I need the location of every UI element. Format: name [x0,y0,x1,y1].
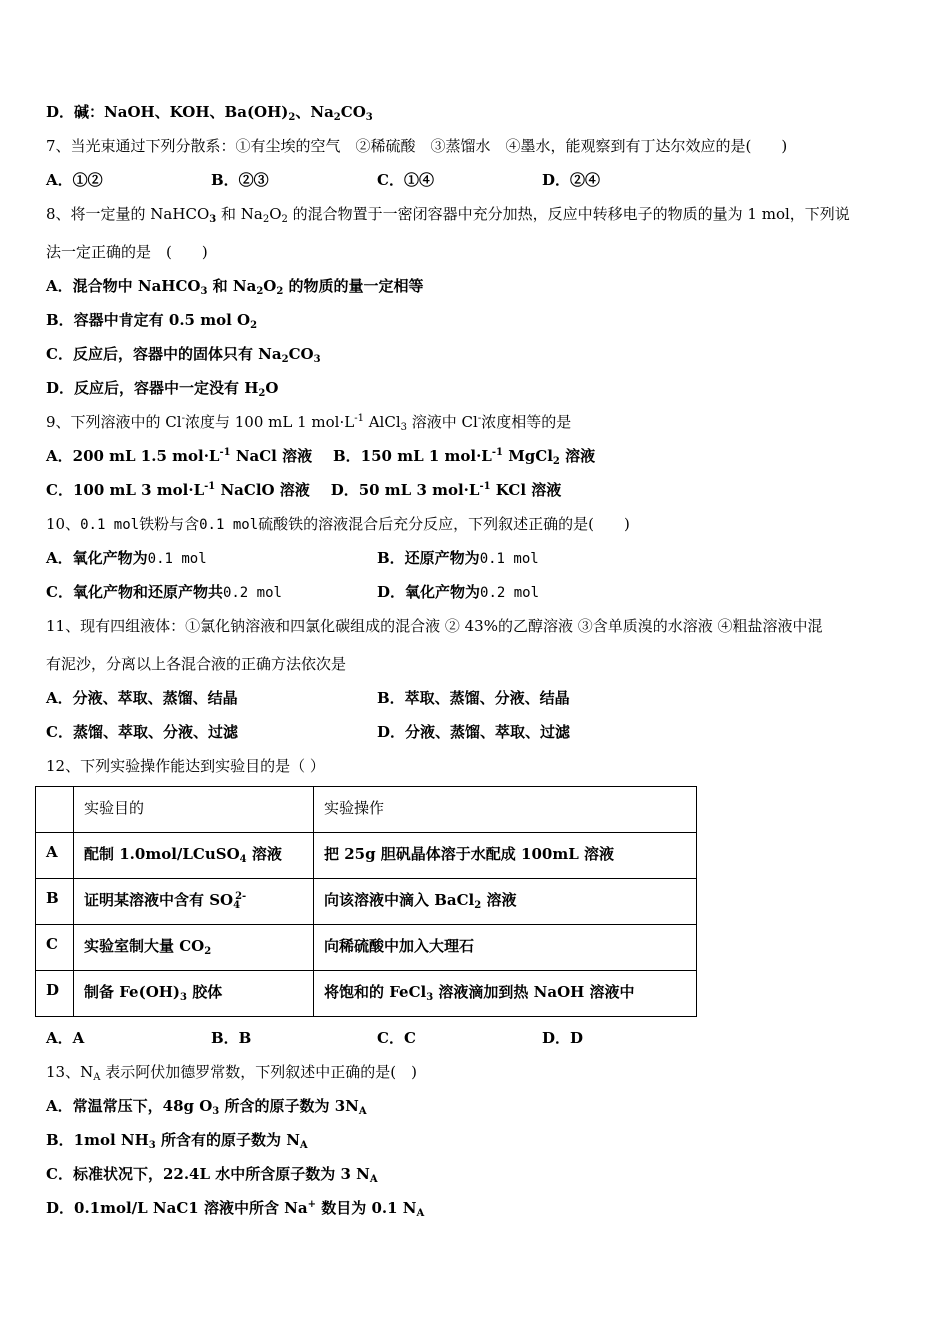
row-operation: 把 25g 胆矾晶体溶于水配成 100mL 溶液 [314,833,697,879]
q12-stem: 12、下列实验操作能达到实验目的是（ ） [46,757,325,775]
q9-stem [46,412,571,432]
text: O [265,379,279,397]
sup: -1 [354,413,364,424]
q9-option-d [331,481,562,499]
text: AlCl [363,413,401,431]
text: NaClO 溶液 [215,481,310,499]
text: 所含的原子数为 3N [219,1097,359,1115]
text: 向该溶液中滴入 BaCl [324,891,475,909]
text: 浓度相等的是 [481,413,572,431]
row-purpose [74,971,314,1017]
text: 和 Na [216,205,263,223]
text: C．氧化产物和还原产物共 [46,583,223,601]
q10-option-c [46,582,377,603]
text: A．常温常压下，48g O [46,1097,213,1115]
q13-option-a [46,1096,367,1116]
q11-option-a: A．分液、萃取、蒸馏、结晶 [46,689,238,707]
sup: + [307,1199,316,1210]
text: 溶液 [246,845,282,863]
q10-option-a [46,548,377,569]
q7-options [46,170,600,190]
text: 实验室制大量 CO [84,937,205,955]
q8-option-a [46,276,424,296]
sup: - [181,413,185,424]
text: O [269,205,282,223]
sub: 2 [258,388,266,399]
sub: 2 [474,900,482,911]
sub: 3 [426,992,434,1003]
text: CO [288,345,314,363]
text: 0.1 mol [199,517,259,533]
sub: 2 [256,286,264,297]
q9-options-row2 [46,480,561,500]
text: 溶液 [559,447,596,465]
q9-option-a [46,447,312,465]
sub: 3 [365,112,373,123]
text: NaCl 溶液 [230,447,313,465]
text: 9、下列溶液中的 Cl [46,413,182,431]
sub: 2 [262,214,270,225]
text: C．反应后，容器中的固体只有 Na [46,345,282,363]
row-purpose [74,833,314,879]
sub: 2 [281,214,288,225]
text: 和 Na [207,277,257,295]
q8-option-b [46,310,257,330]
sub: 2 [333,112,341,123]
q11-option-b: B．萃取、蒸馏、分液、结晶 [377,689,570,707]
table-row [36,971,697,1017]
q13-option-d [46,1198,424,1218]
q7-option-d: D．②④ [542,171,601,189]
text: A．200 mL 1.5 mol·L [46,447,220,465]
q10-option-d [377,582,539,603]
text: 配制 1.0mol/LCuSO [84,845,240,863]
sub: 3 [212,1106,220,1117]
q11-option-c: C．蒸馏、萃取、分液、过滤 [46,723,238,741]
sub: A [299,1140,308,1151]
text: D．50 mL 3 mol·L [330,481,480,499]
q13-stem [46,1062,417,1082]
text: KCl 溶液 [490,481,562,499]
q12-option-c: C．C [377,1029,416,1047]
q7-option-a: A．①② [46,171,103,189]
row-purpose [74,925,314,971]
q12-option-b: B．B [211,1029,252,1047]
q9-option-b [333,447,595,465]
row-operation: 向稀硫酸中加入大理石 [314,925,697,971]
q13-option-b [46,1130,308,1150]
text: 浓度与 100 mL 1 mol·L [184,413,355,431]
sub: 2 [204,946,212,957]
q7-option-b: B．②③ [211,171,269,189]
table-row [36,879,697,925]
sub: 3 [400,422,408,433]
text: D．氧化产物为 [377,583,481,601]
text: O [263,277,277,295]
text: 10、 [46,515,81,533]
sub: 2 [281,354,289,365]
sup: -1 [491,447,503,458]
row-key: A [36,833,74,879]
row-key: B [36,879,74,925]
table-cell [36,787,74,833]
q6d-text: 、Na [295,103,334,121]
text: 硫酸铁的溶液混合后充分反应，下列叙述正确的是( ) [258,515,630,533]
q8-option-d [46,378,278,398]
text: B．1mol NH [46,1131,149,1149]
text: 数目为 0.1 N [316,1199,417,1217]
q12-option-a: A．A [46,1029,85,1047]
q11-options-row2 [46,722,570,742]
sub: 2 [276,286,284,297]
q11-options-row1 [46,688,570,708]
q12-table [35,786,697,1017]
q9-option-c [46,481,310,499]
text: 的物质的量一定相等 [283,277,424,295]
sup: - [477,413,482,424]
text: B．150 mL 1 mol·L [333,447,492,465]
q10-option-b [377,548,539,569]
header-purpose: 实验目的 [74,787,314,833]
table-row [36,833,697,879]
sub: 2 [552,456,560,467]
table-header-row [36,787,697,833]
text: 0.2 mol [222,585,282,601]
text: 8、将一定量的 NaHCO [46,205,210,223]
q8-stem-line1 [46,204,850,224]
text: B．还原产物为 [377,549,480,567]
sub: 3 [148,1140,156,1151]
q10-options-row1 [46,548,539,569]
q8-stem-line2: 法一定正确的是 ( ) [46,243,208,261]
q12-option-d: D．D [542,1029,584,1047]
text: 表示阿伏加德罗常数，下列叙述中正确的是( ) [100,1063,417,1081]
text: 0.2 mol [480,585,540,601]
sup: -1 [479,481,491,492]
q6d-text: D．碱：NaOH、KOH、Ba(OH) [46,103,289,121]
q7-option-c: C．①④ [377,171,434,189]
q11-stem-line1: 11、现有四组液体：①氯化钠溶液和四氯化碳组成的混合液 ② 43%的乙醇溶液 ③含单质溴的水溶液 ④粗盐溶液中混 [46,617,823,635]
text: C．100 mL 3 mol·L [46,481,205,499]
text: 所含有的原子数为 N [155,1131,300,1149]
q11-option-d: D．分液、蒸馏、萃取、过滤 [377,723,571,741]
q10-options-row2 [46,582,539,603]
text: 0.1 mol [479,551,539,567]
sub: 2 [250,320,258,331]
text: 13、N [46,1063,94,1081]
text: A．混合物中 NaHCO [46,277,201,295]
q12-options [46,1028,583,1048]
text: D．0.1mol/L NaC1 溶液中所含 Na [46,1199,308,1217]
text: C．标准状况下，22.4L 水中所含原子数为 3 N [46,1165,370,1183]
q8-option-c [46,344,321,364]
table-row [36,925,697,971]
sub: A [358,1106,367,1117]
text: A．氧化产物为 [46,549,148,567]
q6-option-d [46,102,373,122]
text: 溶液中 Cl [407,413,478,431]
sub: A [416,1208,425,1219]
text: 0.1 mol [80,517,140,533]
text: 胶体 [187,983,223,1001]
q13-option-c [46,1164,378,1184]
sub: 4 [239,854,247,865]
row-operation [314,879,697,925]
text: 证明某溶液中含有 SO [84,891,234,909]
text: B．容器中肯定有 0.5 mol O [46,311,251,329]
row-purpose [74,879,314,925]
row-operation [314,971,697,1017]
text: 溶液 [481,891,517,909]
text: 铁粉与含 [139,515,200,533]
sup: -1 [219,447,231,458]
sub: 3 [180,992,187,1003]
text: 0.1 mol [147,551,207,567]
q9-options-row1 [46,446,595,466]
sub: 3 [313,354,321,365]
sup: 2- [235,891,247,902]
sub: A [369,1174,378,1185]
text: D．反应后，容器中一定没有 H [46,379,259,397]
q10-stem [46,514,630,535]
q7-stem: 7、当光束通过下列分散系：①有尘埃的空气 ②稀硫酸 ③蒸馏水 ④墨水，能观察到有丁达尔效应的是( ) [46,137,788,155]
sub: 3 [200,286,208,297]
sub: 4 [233,900,241,911]
row-key: C [36,925,74,971]
sup: -1 [204,481,216,492]
sub: 3 [209,214,217,225]
text: 溶液滴加到热 NaOH 溶液中 [433,983,635,1001]
text: 的混合物置于一密闭容器中充分加热，反应中转移电子的物质的量为 1 mol，下列说 [287,205,850,223]
text: MgCl [502,447,553,465]
q6d-text: CO [340,103,366,121]
q11-stem-line2: 有泥沙，分离以上各混合液的正确方法依次是 [46,655,347,673]
row-key: D [36,971,74,1017]
sub: A [93,1072,101,1083]
header-operation: 实验操作 [314,787,697,833]
text: 将饱和的 FeCl [324,983,427,1001]
text: 制备 Fe(OH) [84,983,181,1001]
sub: 2 [288,112,296,123]
